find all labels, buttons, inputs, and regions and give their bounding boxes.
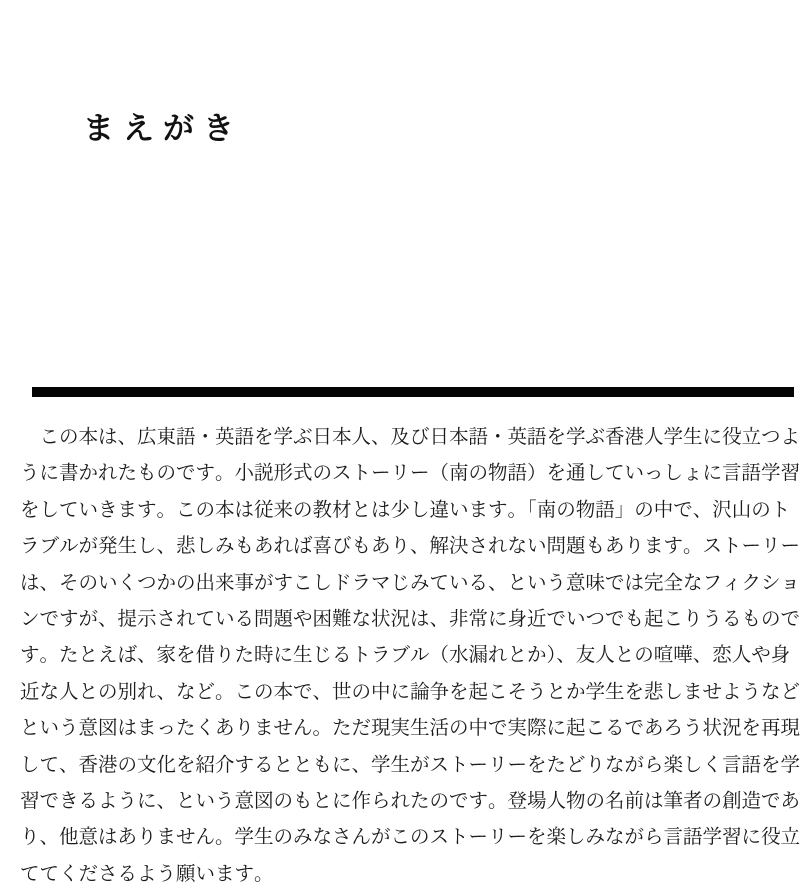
text-line: ラブルが発生し、悲しみもあれば喜びもあり、解決されない問題もあります。ストーリー	[20, 536, 800, 558]
text-line: この本は、広東語・英語を学ぶ日本人、及び日本語・英語を学ぶ香港人学生に役立つよ	[20, 427, 800, 448]
text-line: ててくださるよう願います。	[20, 863, 274, 885]
text-line: り、他意はありません。学生のみなさんがこのストーリーを楽しみながら言語学習に役立	[20, 827, 800, 849]
preface-paragraph	[20, 420, 800, 893]
text-line: して、香港の文化を紹介するとともに、学生がストーリーをたどりながら楽しく言語を学	[20, 754, 800, 776]
page-title: まえがき	[83, 110, 243, 146]
text-line: をしていきます。この本は従来の教材とは少し違います。「南の物語」の中で、沢山のト	[20, 499, 791, 521]
text-line: という意図はまったくありません。ただ現実生活の中で実際に起こるであろう状況を再現	[20, 718, 800, 740]
text-line: す。たとえば、家を借りた時に生じるトラブル（水漏れとか）、友人との喧嘩、恋人や身	[20, 645, 791, 667]
text-line: 近な人との別れ、など。この本で、世の中に論争を起こそうとか学生を悲しませようなど	[20, 681, 800, 703]
text-line: 習できるように、という意図のもとに作られたのです。登場人物の名前は筆者の創造であ	[20, 790, 800, 812]
text-line: ンですが、提示されている問題や困難な状況は、非常に身近でいつでも起こりうるもので	[20, 608, 800, 630]
horizontal-divider-rule	[32, 387, 794, 397]
text-line: うに書かれたものです。小説形式のストーリー（南の物語）を通していっしょに言語学習	[20, 463, 800, 485]
text-line: は、そのいくつかの出来事がすこしドラマじみている、という意味では完全なフィクショ	[20, 572, 800, 594]
